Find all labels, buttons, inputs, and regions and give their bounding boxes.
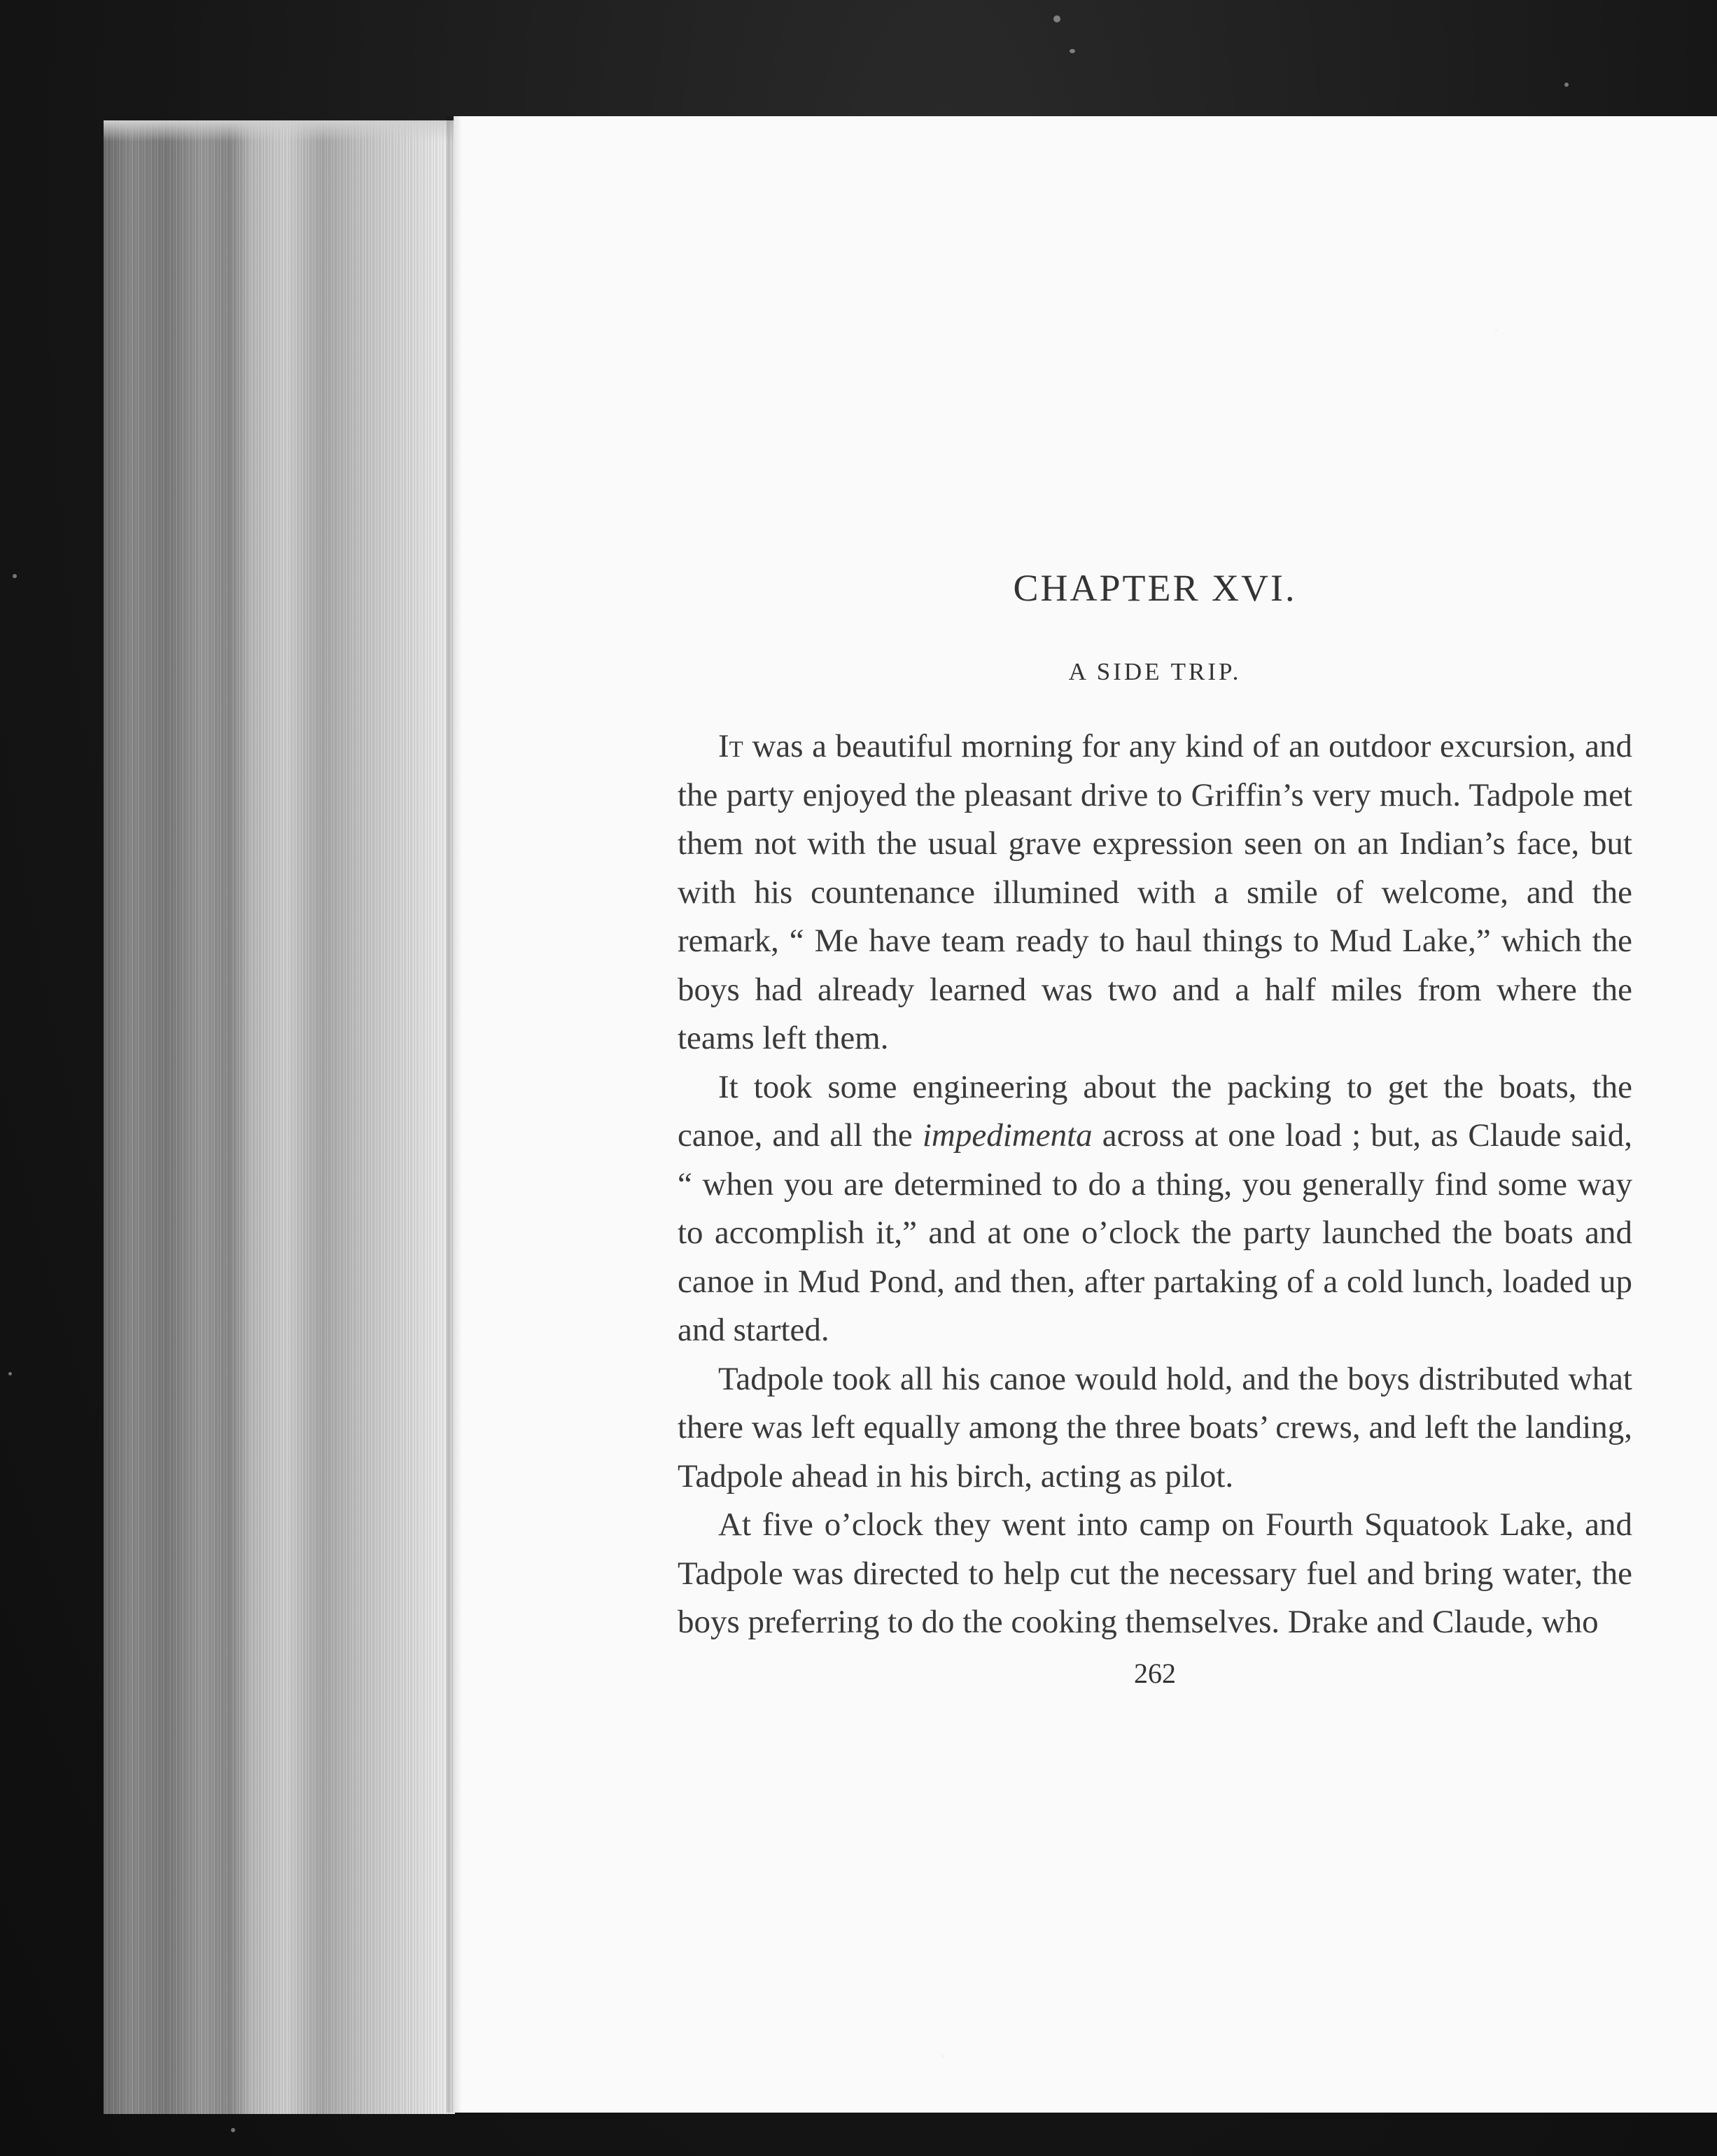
paragraph-1-text: was a beautiful morning for any kind of an outdoor excursion, and the party enjoyed the pleasant drive to Griffin’s very much. Tadpole met them not with the usual grave expression seen on an Indian’s face, but with his countenance illumined with a smile of welcome, and the remark, “ Me have team ready to haul things to Mud Lake,” which the boys had already learned was two and a half miles from where the teams left them.	[678, 728, 1632, 1056]
page-number: 262	[1134, 1657, 1176, 1689]
scan-speck	[1070, 49, 1075, 53]
paragraph-2	[678, 1063, 1632, 1355]
scan-speck	[8, 1372, 12, 1376]
paragraph-2-italic: impedimenta	[922, 1117, 1093, 1154]
paragraph-3	[678, 1355, 1632, 1502]
lead-word: It	[718, 728, 743, 764]
paragraph-4	[678, 1501, 1632, 1647]
scan-speck	[1494, 329, 1498, 332]
chapter-subtitle: A SIDE TRIP.	[1068, 658, 1242, 685]
paragraph-1	[678, 722, 1632, 1063]
paragraph-4-text: At five o’clock they went into camp on Fourth Squatook Lake, and Tadpole was directed to help cut the necessary fuel and bring water, the boys preferring to do the cooking themselves. Drake and Claude, who	[678, 1506, 1632, 1640]
book-page-edges	[104, 120, 455, 2114]
scan-speck	[231, 2128, 235, 2132]
scan-speck	[941, 2054, 945, 2058]
scan-speck	[1053, 15, 1060, 22]
scan-speck	[13, 574, 17, 578]
page-text-block	[678, 560, 1632, 1695]
paragraph-2-text-b: across at one load ; but, as Claude said, “ when you are determined to do a thing, you generally find some way to accomplish it,” and at one o’clock the party launched the boats and canoe in Mud Pond, and then, after partaking of a cold lunch, loaded up and started.	[678, 1117, 1632, 1348]
paragraph-2-text-a: It took some engineering about the packing to get the boats, the canoe, and all the	[678, 1068, 1632, 1154]
scan-speck	[1564, 83, 1569, 87]
paragraph-3-text: Tadpole took all his canoe would hold, and the boys distributed what there was left equally among the three boats’ crews, and left the landing, Tadpole ahead in his birch, acting as pilot.	[678, 1360, 1632, 1494]
gutter-shadow	[447, 116, 462, 2113]
chapter-title: CHAPTER XVI.	[1013, 567, 1297, 609]
